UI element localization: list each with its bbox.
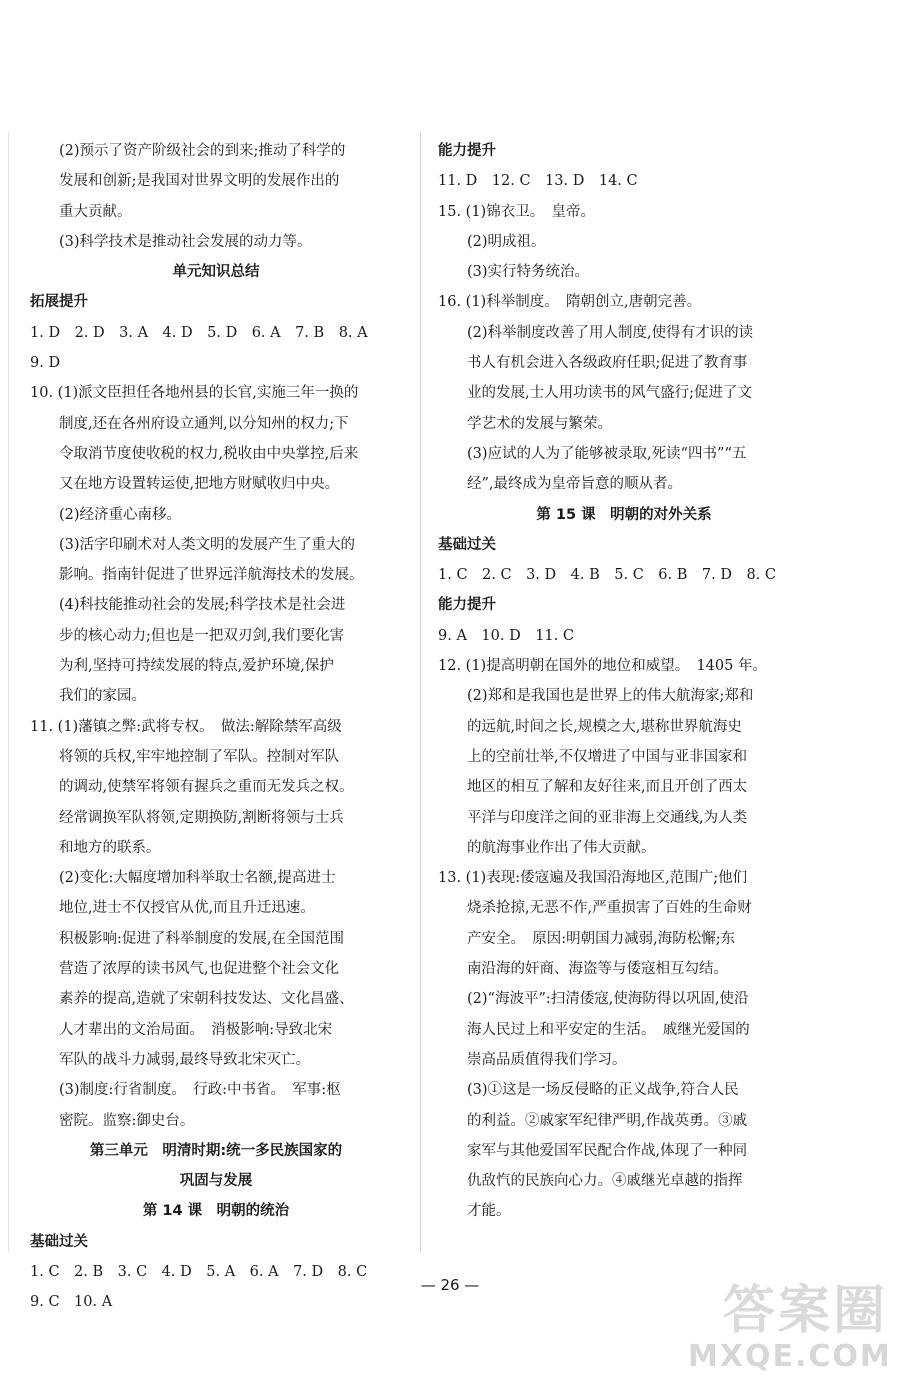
answer-line: 15. (1)锦衣卫。 皇帝。 — [438, 203, 595, 220]
answer-line: (2)郑和是我国也是世界上的伟大航海家;郑和 — [467, 688, 754, 705]
answer-line: 积极影响:促进了科举制度的发展,在全国范围 — [59, 930, 344, 947]
watermark-text: 答案圈 — [722, 1281, 888, 1341]
answer-line: 业的发展,士人用功读书的风气盛行;促进了文 — [467, 385, 752, 402]
answer-line: 素养的提高,造就了宋朝科技发达、文化昌盛、 — [59, 991, 354, 1008]
left-margin-rule — [8, 132, 9, 1252]
answer-line: 的航海事业作出了伟大贡献。 — [467, 839, 656, 856]
answer-line: 11. (1)藩镇之弊:武将专权。 做法:解除禁军高级 — [30, 718, 342, 735]
section-heading: 第 15 课 明朝的对外关系 — [536, 506, 712, 523]
section-heading: 单元知识总结 — [172, 264, 260, 281]
answer-line: 经”,最终成为皇帝旨意的顺从者。 — [467, 476, 683, 493]
answer-line: 产安全。 原因:明朝国力减弱,海防松懈;东 — [467, 930, 736, 947]
answer-line: (2)科举制度改善了用人制度,使得有才识的读 — [467, 324, 754, 341]
answer-line: (2)“海波平”:扫清倭寇,使海防得以巩固,使沿 — [467, 991, 749, 1008]
answer-line: 烧杀抢掠,无恶不作,严重损害了百姓的生命财 — [467, 900, 752, 917]
answer-line: 和地方的联系。 — [59, 839, 161, 856]
watermark-logo — [688, 1281, 892, 1382]
answer-line: 书人有机会进入各级政府任职;促进了教育事 — [467, 355, 748, 372]
answer-line: 南沿海的奸商、海盗等与倭寇相互勾结。 — [467, 961, 728, 978]
page-number: — 26 — — [420, 1276, 480, 1294]
answer-line: 步的核心动力;但也是一把双刃剑,我们要化害 — [59, 627, 344, 644]
section-heading: 基础过关 — [30, 1233, 88, 1250]
answer-line: 上的空前壮举,不仅增进了中国与亚非国家和 — [467, 748, 748, 765]
section-heading: 能力提升 — [438, 597, 496, 614]
answer-line: 令取消节度使收税的权力,税收由中央掌控,后来 — [59, 445, 359, 462]
answer-line: 地区的相互了解和友好往来,而且开创了西太 — [467, 779, 748, 796]
answer-line: 9. A 10. D 11. C — [438, 627, 574, 644]
answer-line: 12. (1)提高明朝在国外的地位和威望。 1405 年。 — [438, 658, 767, 675]
answer-line: 崇高品质值得我们学习。 — [467, 1051, 627, 1068]
answer-line: 的远航,时间之长,规模之大,堪称世界航海史 — [467, 718, 742, 735]
answer-line: 发展和创新;是我国对世界文明的发展作出的 — [59, 173, 340, 190]
answer-line: 平洋与印度洋之间的亚非海上交通线,为人类 — [467, 809, 748, 826]
section-heading: 能力提升 — [438, 143, 496, 159]
answer-line: 的利益。②戚家军纪律严明,作战英勇。③戚 — [467, 1112, 748, 1129]
answer-line: 11. D 12. C 13. D 14. C — [438, 173, 638, 190]
answer-line: (3)①这是一场反侵略的正义战争,符合人民 — [467, 1082, 739, 1099]
answer-line: (2)预示了资产阶级社会的到来;推动了科学的 — [59, 143, 346, 159]
answer-line: (2)变化:大幅度增加科举取士名额,提高进士 — [59, 870, 336, 887]
answer-line: 家军与其他爱国军民配合作战,体现了一种同 — [467, 1142, 748, 1159]
answer-line: 军队的战斗力减弱,最终导致北宋灭亡。 — [59, 1051, 311, 1068]
section-heading: 拓展提升 — [30, 294, 88, 311]
section-heading: 基础过关 — [438, 536, 496, 553]
column-divider — [420, 132, 421, 1252]
answer-line: 我们的家园。 — [59, 688, 146, 705]
left-column — [30, 136, 402, 1318]
answer-line: 9. C 10. A — [30, 1294, 113, 1311]
answer-line: (3)活字印刷术对人类文明的发展产生了重大的 — [59, 536, 356, 553]
section-heading: 巩固与发展 — [179, 1173, 253, 1190]
answer-line: 人才辈出的文治局面。 消极影响:导致北宋 — [59, 1021, 333, 1038]
answer-line: 1. C 2. C 3. D 4. B 5. C 6. B 7. D 8. C — [438, 567, 776, 584]
answer-line: 重大贡献。 — [59, 203, 132, 220]
answer-line: 仇敌忾的民族向心力。④戚继光卓越的指挥 — [467, 1173, 743, 1190]
answer-line: 13. (1)表现:倭寇遍及我国沿海地区,范围广;他们 — [438, 870, 748, 887]
answer-line: 9. D — [30, 355, 61, 372]
answer-line: 为利,坚持可持续发展的特点,爱护环境,保护 — [59, 658, 334, 675]
watermark-domain: MXQE.COM — [688, 1339, 892, 1374]
answer-line: 经常调换军队将领,定期换防,割断将领与士兵 — [59, 809, 344, 826]
answer-line: (3)实行特务统治。 — [467, 264, 590, 281]
answer-line: 制度,还在各州府设立通判,以分知州的权力;下 — [59, 415, 349, 432]
answer-line: 营造了浓厚的读书风气,也促进整个社会文化 — [59, 961, 340, 978]
answer-line: 海人民过上和平安定的生活。 戚继光爱国的 — [467, 1021, 750, 1038]
answer-line: 又在地方设置转运使,把地方财赋收归中央。 — [59, 476, 340, 493]
section-heading: 第三单元 明清时期:统一多民族国家的 — [89, 1142, 343, 1159]
answer-line: 影响。指南针促进了世界远洋航海技术的发展。 — [59, 567, 364, 584]
answer-line: (3)制度:行省制度。 行政:中书省。 军事:枢 — [59, 1082, 341, 1099]
answer-line: (2)明成祖。 — [467, 233, 546, 250]
answer-line: (2)经济重心南移。 — [59, 506, 182, 523]
answer-line: (3)科学技术是推动社会发展的动力等。 — [59, 233, 312, 250]
answer-line: 1. C 2. B 3. C 4. D 5. A 6. A 7. D 8. C — [30, 1263, 368, 1280]
answer-line: 才能。 — [467, 1203, 511, 1220]
answer-line: 学艺术的发展与繁荣。 — [467, 415, 612, 432]
answer-line: 1. D 2. D 3. A 4. D 5. D 6. A 7. B 8. A — [30, 324, 368, 341]
answer-line: 地位,进士不仅授官从优,而且升迁迅速。 — [59, 900, 315, 917]
answer-line: 10. (1)派文臣担任各地州县的长官,实施三年一换的 — [30, 385, 359, 402]
section-heading: 第 14 课 明朝的统治 — [142, 1203, 290, 1220]
right-column — [438, 136, 810, 1227]
answer-line: 密院。监察:御史台。 — [59, 1112, 195, 1129]
answer-line: (3)应试的人为了能够被录取,死读“四书”“五 — [467, 445, 747, 462]
answer-line: 将领的兵权,牢牢地控制了军队。控制对军队 — [59, 748, 340, 765]
answer-line: 的调动,使禁军将领有握兵之重而无发兵之权。 — [59, 779, 354, 796]
answer-line: (4)科技能推动社会的发展;科学技术是社会进 — [59, 597, 346, 614]
answer-line: 16. (1)科举制度。 隋朝创立,唐朝完善。 — [438, 294, 702, 311]
